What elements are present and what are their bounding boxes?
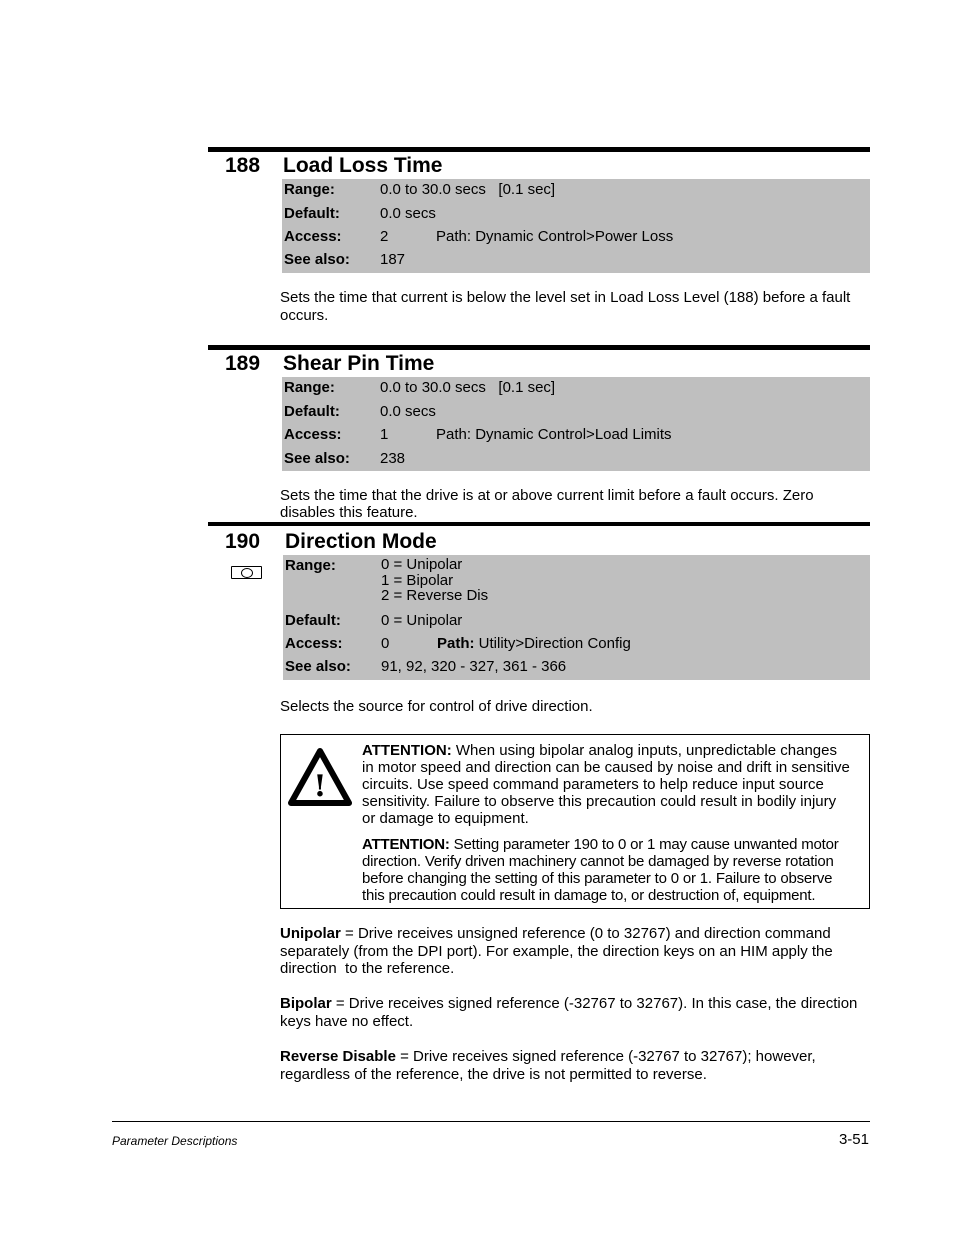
definition-reverse-disable	[280, 1048, 880, 1083]
parameter-description: Sets the time that current is below the level set in Load Loss Level (188) before a fault occurs.	[280, 289, 851, 324]
range-value: 0.0 to 30.0 secs [0.1 sec]	[380, 379, 556, 396]
path-label: Path:	[437, 635, 475, 652]
default-value: 0.0 secs	[380, 205, 436, 222]
footer-section-title: Parameter Descriptions	[112, 1134, 238, 1148]
default-label: Default:	[285, 612, 341, 629]
default-label: Default:	[284, 205, 340, 222]
default-value: 0 = Unipolar	[381, 612, 463, 629]
attention-note	[362, 742, 852, 827]
parameter-189	[208, 345, 870, 467]
parameter-table	[283, 555, 870, 680]
access-level: 0	[381, 635, 390, 652]
parameter-header	[208, 526, 870, 554]
access-row	[282, 228, 870, 248]
parameter-header	[208, 350, 870, 378]
definition-bipolar	[280, 995, 880, 1030]
attention-label: ATTENTION:	[362, 742, 452, 759]
access-level: 2	[380, 228, 389, 245]
parameter-title: Load Loss Time	[283, 154, 443, 177]
configuration-stop-icon	[231, 566, 262, 579]
access-row	[282, 426, 870, 446]
default-row	[282, 403, 870, 423]
svg-text:!: !	[313, 769, 327, 804]
range-row	[283, 557, 871, 605]
definition-text: = Drive receives signed reference (-32767 to 32767); however, regardless of the reference, the drive is not permitted to reverse.	[280, 1048, 816, 1083]
warning-exclamation-icon	[287, 745, 353, 811]
access-label: Access:	[284, 228, 342, 245]
parameter-header	[208, 152, 870, 180]
default-label: Default:	[284, 403, 340, 420]
default-row	[283, 612, 871, 632]
parameter-description: Selects the source for control of drive direction.	[280, 698, 593, 715]
range-option: 0 = Unipolar	[381, 556, 463, 573]
attention-note	[362, 836, 852, 904]
definition-term: Bipolar	[280, 995, 332, 1012]
definition-term: Reverse Disable	[280, 1048, 396, 1065]
default-row	[282, 205, 870, 225]
definition-term: Unipolar	[280, 925, 341, 942]
parameter-number: 190	[225, 530, 261, 553]
range-label: Range:	[285, 557, 336, 574]
see-also-row	[283, 658, 871, 678]
attention-text: Setting parameter 190 to 0 or 1 may cause unwanted motor direction. Verify driven machinery cannot be damaged by reverse rotation before changing the setting of this parameter to 0 or 1. Failure to observe this precaution could result in damage to, or destruction of, equipment.	[362, 836, 839, 904]
definition-text: = Drive receives unsigned reference (0 to 32767) and direction command separately (from the DPI port). For example, the direction keys on an HIM apply the direction to the reference.	[280, 925, 837, 977]
range-row	[282, 181, 870, 201]
see-also-label: See also:	[284, 450, 350, 467]
see-also-row	[282, 251, 870, 271]
access-label: Access:	[284, 426, 342, 443]
default-value: 0.0 secs	[380, 403, 436, 420]
see-also-row	[282, 450, 870, 470]
attention-box	[280, 734, 870, 909]
range-label: Range:	[284, 379, 335, 396]
attention-text: When using bipolar analog inputs, unpredictable changes in motor speed and direction can be caused by noise and drift in sensitive circuits. Use speed command parameters to help reduce input source sensitivity. Failure to observe this precaution could result in bodily injury or damage to equipment.	[362, 742, 850, 827]
range-row	[282, 379, 870, 399]
footer-rule	[112, 1121, 870, 1122]
parameter-table	[282, 377, 870, 471]
range-option: 2 = Reverse Dis	[381, 587, 489, 604]
parameter-190	[208, 522, 870, 675]
parameter-number: 189	[225, 352, 261, 375]
parameter-title: Direction Mode	[285, 530, 437, 553]
see-also-value: 238	[380, 450, 406, 467]
parameter-title: Shear Pin Time	[283, 352, 435, 375]
definition-unipolar	[280, 925, 880, 978]
see-also-label: See also:	[284, 251, 350, 268]
access-row	[283, 635, 871, 655]
see-also-label: See also:	[285, 658, 351, 675]
attention-label: ATTENTION:	[362, 836, 450, 853]
menu-path	[437, 635, 631, 652]
range-label: Range:	[284, 181, 335, 198]
range-value: 0.0 to 30.0 secs [0.1 sec]	[380, 181, 556, 198]
access-level: 1	[380, 426, 389, 443]
range-options	[381, 557, 488, 604]
menu-path: Path: Dynamic Control>Power Loss	[436, 228, 674, 245]
menu-path: Path: Dynamic Control>Load Limits	[436, 426, 672, 443]
see-also-value: 91, 92, 320 - 327, 361 - 366	[381, 658, 567, 675]
parameter-number: 188	[225, 154, 261, 177]
page-number: 3-51	[838, 1131, 869, 1148]
definition-text: = Drive receives signed reference (-32767 to 32767). In this case, the direction keys have no effect.	[280, 995, 858, 1030]
access-label: Access:	[285, 635, 343, 652]
parameter-description: Sets the time that the drive is at or above current limit before a fault occurs. Zero disables this feature.	[280, 487, 814, 521]
path-value: Utility>Direction Config	[474, 635, 631, 652]
see-also-value: 187	[380, 251, 406, 268]
parameter-188	[208, 147, 870, 268]
range-option: 1 = Bipolar	[381, 571, 454, 589]
parameter-table	[282, 179, 870, 273]
